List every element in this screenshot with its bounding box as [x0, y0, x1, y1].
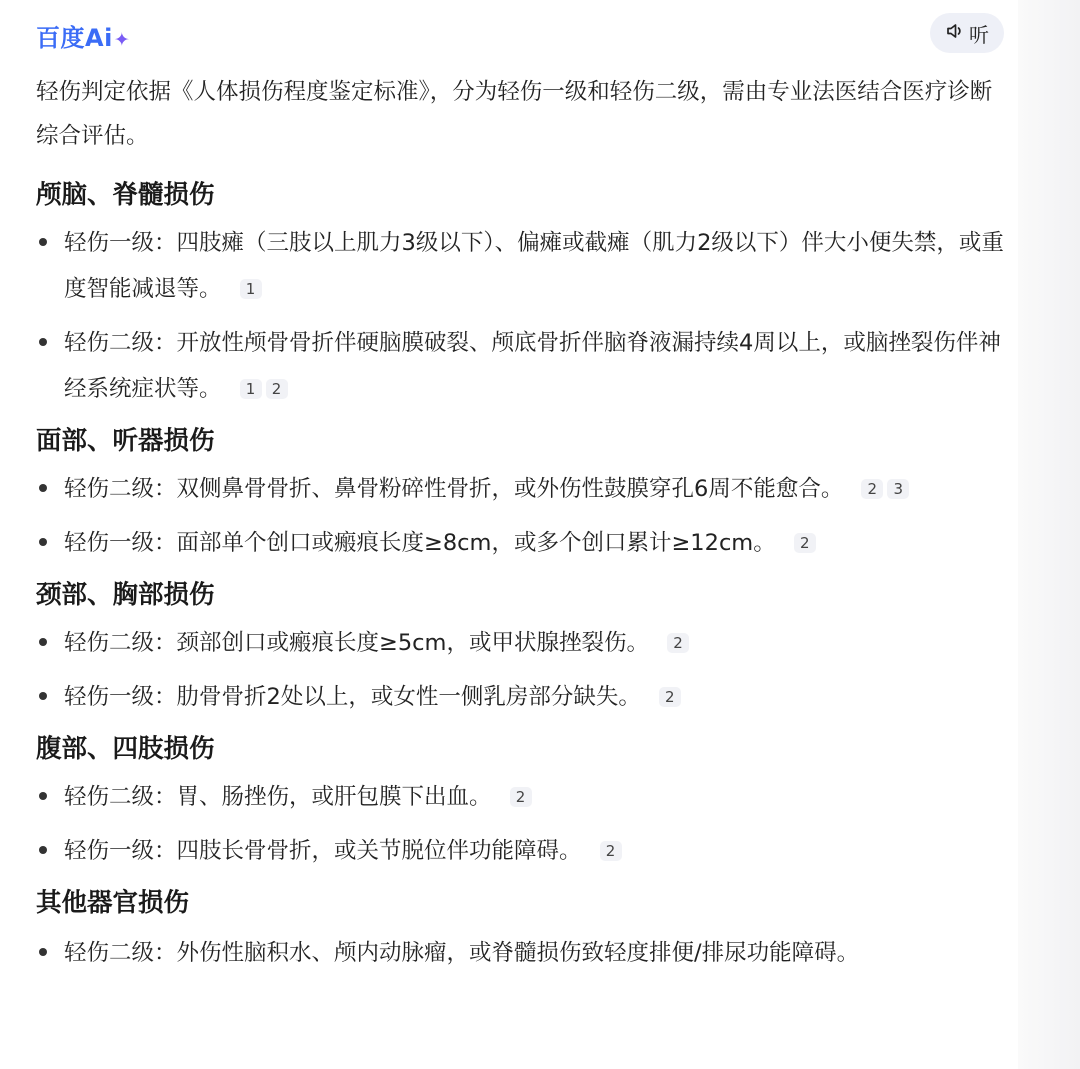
- list-item: [36, 320, 1008, 412]
- citation-badge[interactable]: 1: [240, 279, 262, 299]
- list-item: [36, 520, 1008, 566]
- listen-label: 听: [969, 22, 989, 47]
- item-text: 轻伤二级：开放性颅骨骨折伴硬脑膜破裂、颅底骨折伴脑脊液漏持续4周以上，或脑挫裂伤伴神经系统症状等。: [64, 330, 1001, 402]
- section-title: 颅脑、脊髓损伤: [36, 180, 215, 210]
- list-item: [36, 620, 1008, 666]
- section-title: 颈部、胸部损伤: [36, 580, 215, 610]
- bullet-dot: [39, 792, 47, 800]
- brand-text: 百度Ai: [36, 24, 113, 52]
- bullet-dot: [39, 538, 47, 546]
- list-item: [36, 674, 1008, 720]
- answer-card: [36, 0, 1008, 976]
- citation-badge[interactable]: 2: [667, 633, 689, 653]
- bullet-list: [36, 220, 1008, 412]
- intro-paragraph: 轻伤判定依据《人体损伤程度鉴定标准》，分为轻伤一级和轻伤二级，需由专业法医结合医疗诊断综合评估。: [36, 79, 993, 149]
- bullet-dot: [39, 692, 47, 700]
- header: [36, 0, 1008, 70]
- list-item: [36, 774, 1008, 820]
- list-item: [36, 930, 1008, 976]
- bullet-list: [36, 774, 1008, 874]
- item-text: 轻伤一级：肋骨骨折2处以上，或女性一侧乳房部分缺失。: [64, 684, 641, 710]
- bullet-dot: [39, 846, 47, 854]
- bullet-dot: [39, 638, 47, 646]
- citation-badge[interactable]: 2: [861, 479, 883, 499]
- section-title: 其他器官损伤: [36, 888, 190, 918]
- item-text: 轻伤一级：四肢长骨骨折，或关节脱位伴功能障碍。: [64, 838, 582, 864]
- item-text: 轻伤二级：胃、肠挫伤，或肝包膜下出血。: [64, 784, 492, 810]
- right-gutter: [1018, 0, 1080, 1069]
- citation-badge[interactable]: 1: [240, 379, 262, 399]
- citation-badge[interactable]: 2: [794, 533, 816, 553]
- item-text: 轻伤二级：颈部创口或瘢痕长度≥5cm，或甲状腺挫裂伤。: [64, 630, 649, 656]
- brand-logo: [36, 18, 130, 53]
- bullet-dot: [39, 338, 47, 346]
- item-text: 轻伤二级：外伤性脑积水、颅内动脉瘤，或脊髓损伤致轻度排便/排尿功能障碍。: [64, 940, 860, 966]
- list-item: [36, 220, 1008, 312]
- bullet-dot: [39, 948, 47, 956]
- sparkle-icon: ✦: [113, 29, 131, 51]
- item-text: 轻伤二级：双侧鼻骨骨折、鼻骨粉碎性骨折，或外伤性鼓膜穿孔6周不能愈合。: [64, 476, 844, 502]
- sections: [36, 172, 1008, 976]
- section-title: 腹部、四肢损伤: [36, 734, 215, 764]
- item-text: 轻伤一级：四肢瘫（三肢以上肌力3级以下）、偏瘫或截瘫（肌力2级以下）伴大小便失禁，或重度智能减退等。: [64, 230, 1004, 302]
- citation-badge[interactable]: 2: [659, 687, 681, 707]
- listen-button[interactable]: [930, 13, 1004, 53]
- bullet-dot: [39, 484, 47, 492]
- bullet-list: [36, 930, 1008, 976]
- speaker-icon: [945, 21, 965, 46]
- bullet-list: [36, 620, 1008, 720]
- list-item: [36, 828, 1008, 874]
- citation-badge[interactable]: 2: [510, 787, 532, 807]
- citation-badge[interactable]: 3: [887, 479, 909, 499]
- bullet-list: [36, 466, 1008, 566]
- list-item: [36, 466, 1008, 512]
- item-text: 轻伤一级：面部单个创口或瘢痕长度≥8cm，或多个创口累计≥12cm。: [64, 530, 776, 556]
- citation-badge[interactable]: 2: [266, 379, 288, 399]
- bullet-dot: [39, 238, 47, 246]
- section-title: 面部、听器损伤: [36, 426, 215, 456]
- citation-badge[interactable]: 2: [600, 841, 622, 861]
